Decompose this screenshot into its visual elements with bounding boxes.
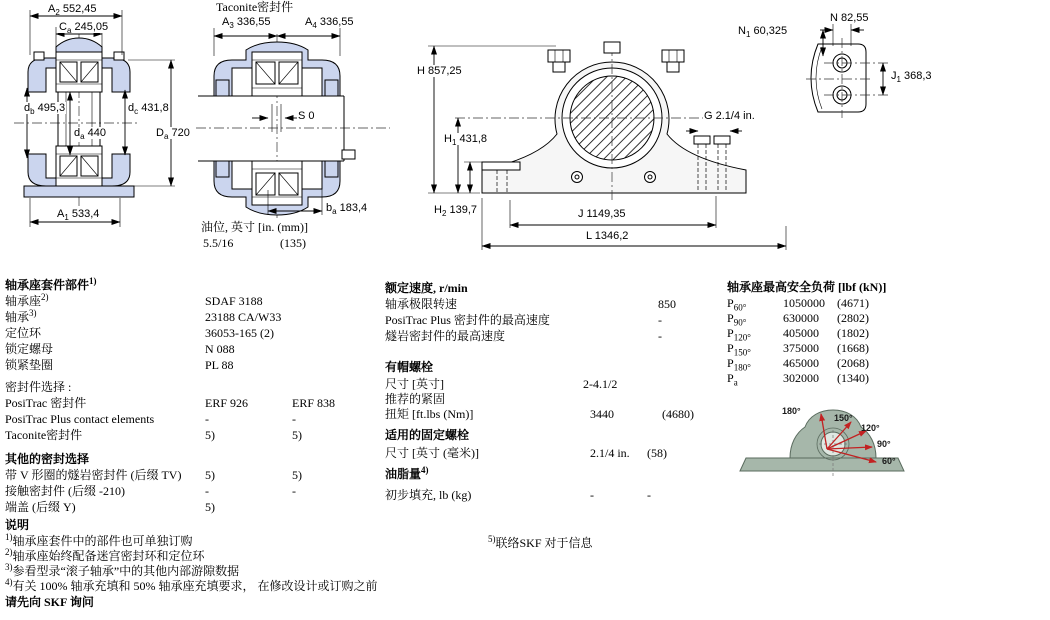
table-row: 尺寸 [英寸] 2-4.1/2	[385, 377, 618, 391]
table-row: 定位环 36053-165 (2)	[5, 326, 274, 340]
table-row: PosiTrac 密封件 ERF 926 ERF 838	[5, 396, 336, 410]
table-row: 锁定螺母 N 088	[5, 342, 235, 356]
dim-label-Da: $D_a$ 720	[156, 127, 190, 142]
speed-title-row: 额定速度, r/min	[385, 281, 468, 295]
angle-label-180: 180°	[782, 406, 801, 416]
other-seals-header: 其他的密封选择	[5, 452, 90, 466]
table-row: 尺寸 [英寸 (毫米)] 2.1/4 in. (58)	[385, 446, 667, 460]
table-row: 轴承座$^{2)}$ SDAF 3188	[5, 292, 263, 308]
dim-label-l: L 1346,2	[586, 230, 629, 242]
table-row: 接触密封件 (后缀 -210) - -	[5, 484, 296, 498]
oil-level-inch: 5.5/16	[203, 236, 234, 250]
seal-select-header: 密封件选择 :	[5, 380, 72, 394]
table-row: $P_{150^\circ}$ 375000 (1668)	[727, 341, 869, 358]
table-row: 轴承$^{3)}$ 23188 CA/W33	[5, 308, 282, 324]
dim-label-h: H 857,25	[417, 65, 462, 77]
table-row: 初步填充, lb (kg) - -	[385, 488, 651, 502]
drawing-front-section	[14, 10, 175, 227]
table-row: 燧岩密封件的最高速度 -	[385, 329, 662, 343]
oil-level-mm: (135)	[280, 236, 306, 250]
dim-label-h2: $H_2$ 139,7	[434, 204, 477, 219]
table-row: $P_{60^\circ}$ 1050000 (4671)	[727, 296, 869, 313]
table-row: $P_{120^\circ}$ 405000 (1802)	[727, 326, 869, 343]
notes-closing: 请先向 SKF 询问	[5, 595, 94, 609]
fix-bolts-title-row: 适用的固定螺栓	[385, 428, 470, 442]
angle-label-60: 60°	[882, 456, 896, 466]
table-row: 锁紧垫圈 PL 88	[5, 358, 234, 372]
table-row: Taconite密封件 5) 5)	[5, 428, 302, 442]
dim-label-n1: $N_1$ 60,325	[738, 25, 788, 40]
dim-label-a1: $A_1$ 533,4	[57, 208, 100, 223]
table-row: $P_a$ 302000 (1340)	[727, 371, 869, 388]
parts-title-row: 轴承座套件部件$^{1)}$	[5, 276, 97, 292]
table-row: PosiTrac Plus 密封件的最高速度 -	[385, 313, 662, 327]
notes-title: 说明	[5, 518, 30, 532]
oil-level-label: 油位, 英寸 [in. (mm)]	[201, 220, 308, 234]
footnote-2: $^{2)}$轴承座始终配备迷宫密封环和定位环	[5, 547, 205, 563]
drawing-taconite-section	[196, 28, 390, 218]
angle-label-150: 150°	[834, 413, 853, 423]
dim-label-ca: $C_a$ 245,05	[59, 21, 109, 36]
dim-label-dc: $d_c$ 431,8	[128, 102, 169, 117]
table-row: PosiTrac Plus contact elements - -	[5, 412, 296, 426]
dim-label-a3: $A_3$ 336,55	[222, 16, 271, 31]
dim-label-j1: $J_1$ 368,3	[891, 70, 932, 85]
dim-label-n: N 82,55	[830, 12, 869, 24]
footnote-3: $^{3)}$参看型录“滚子轴承”中的其他内部游隙数据	[5, 562, 240, 578]
table-row: $P_{90^\circ}$ 630000 (2802)	[727, 311, 869, 328]
footnote-5: $^{5)}$联络SKF 对于信息	[488, 534, 593, 550]
dim-label-da: $d_a$ 440	[74, 127, 106, 142]
drawing2-title: Taconite密封件	[216, 0, 294, 14]
loads-title-row: 轴承座最高安全负荷 [lbf (kN)]	[727, 280, 887, 294]
table-row: 端盖 (后缀 Y) 5)	[5, 500, 215, 514]
dim-label-s: S 0	[298, 110, 315, 122]
dim-label-g: G 2.1/4 in.	[704, 110, 755, 122]
dim-label-a4: $A_4$ 336,55	[305, 16, 354, 31]
footnote-4: $^{4)}$有关 100% 轴承充填和 50% 轴承座充填要求， 在修改设计或订购之前	[5, 577, 378, 593]
table-row: 轴承极限转速 850	[385, 297, 676, 311]
footnote-1: $^{1)}$轴承座套件中的部件也可单独订购	[5, 532, 193, 548]
cap-bolts-title-row: 有帽螺栓	[385, 360, 434, 374]
drawing-base-plan	[806, 22, 888, 118]
table-row: 带 V 形圈的燧岩密封件 (后缀 TV) 5) 5)	[5, 468, 302, 482]
dim-label-h1: $H_1$ 431,8	[444, 133, 487, 148]
table-row: 推荐的紧固	[385, 392, 446, 406]
dim-label-j: J 1149,35	[578, 208, 626, 220]
dim-label-a2: $A_2$ 552,45	[48, 3, 97, 18]
table-row: $P_{180^\circ}$ 465000 (2068)	[727, 356, 869, 373]
grease-title-row: 油脂量$^{4)}$	[385, 465, 429, 481]
dim-label-db: $d_b$ 495,3	[24, 102, 66, 117]
table-row: 扭矩 [ft.lbs (Nm)] 3440 (4680)	[385, 407, 694, 421]
angle-label-90: 90°	[877, 439, 891, 449]
angle-label-120: 120°	[861, 423, 880, 433]
dim-label-ba: $b_a$ 183,4	[326, 202, 368, 217]
